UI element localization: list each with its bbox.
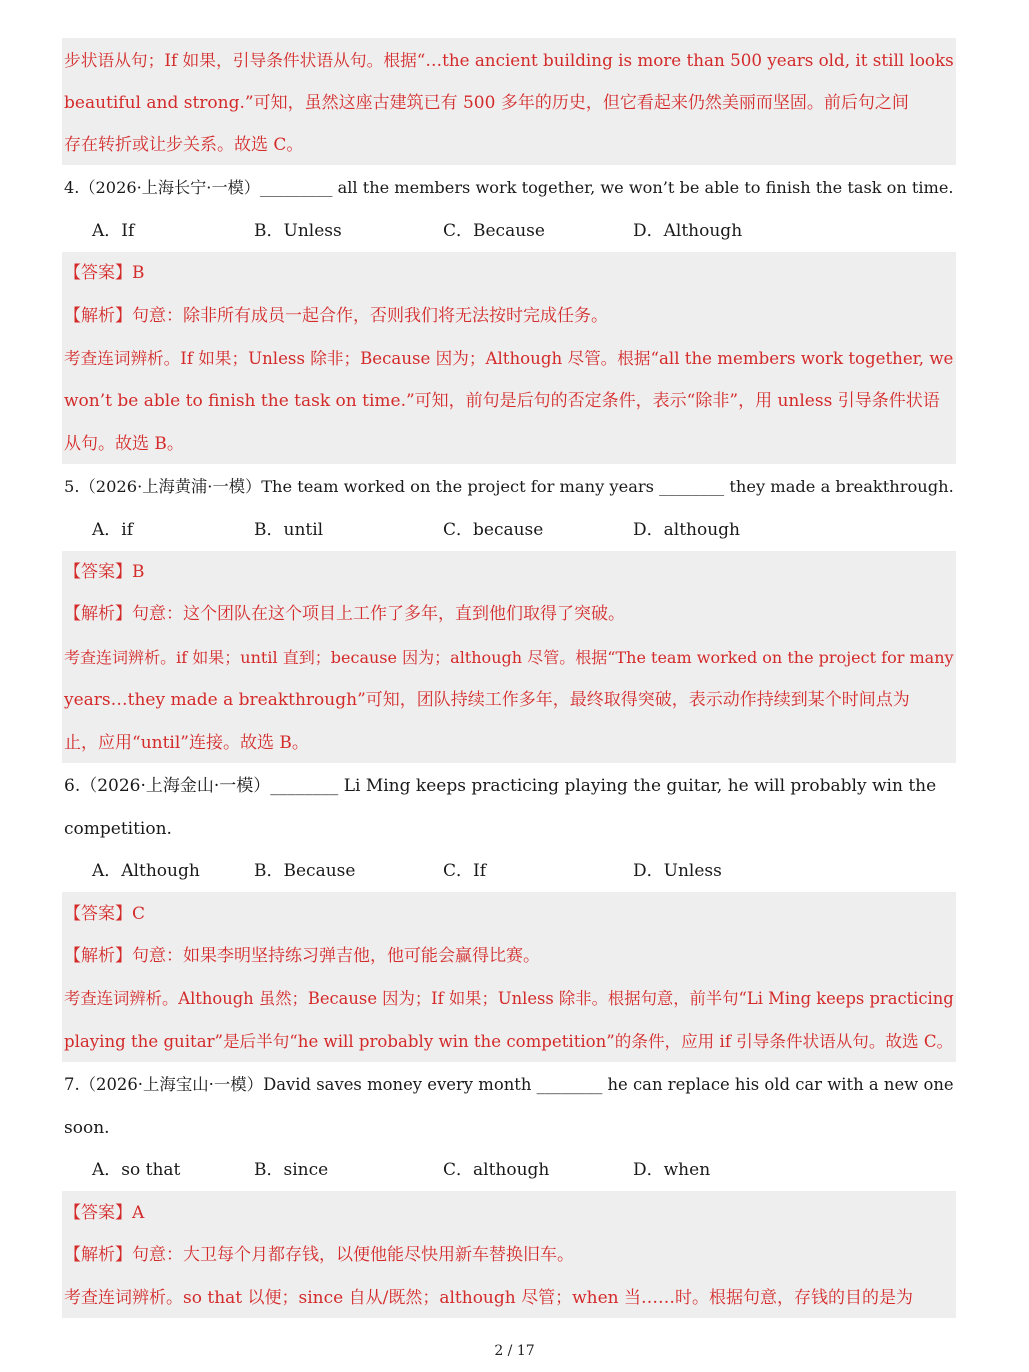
option-a: A．if: [92, 520, 134, 540]
question-stem: 7.（2026·上海宝山·一模）David saves money every month ________ he can replace his old car with a new one: [64, 1075, 954, 1094]
meaning-line: 【解析】句意：如果李明坚持练习弹吉他，他可能会赢得比赛。: [64, 946, 540, 966]
analysis-line: 步状语从句；If 如果，引导条件状语从句。根据“…the ancient building is more than 500 years old, it still looks: [64, 50, 954, 70]
question-stem: soon.: [64, 1118, 110, 1138]
option-b: B．Unless: [254, 221, 342, 241]
analysis-line: 止，应用“until”连接。故选 B。: [64, 733, 309, 753]
option-d: D．when: [633, 1160, 711, 1180]
option-c: C．because: [443, 520, 544, 540]
question-stem: competition.: [64, 819, 172, 839]
option-a: A．If: [92, 221, 135, 241]
option-a: A．so that: [92, 1160, 181, 1180]
analysis-line: 考查连词辨析。Although 虽然；Because 因为；If 如果；Unless 除非。根据句意，前半句“Li Ming keeps practicing: [64, 989, 954, 1008]
analysis-line: 考查连词辨析。so that 以便；since 自从/既然；although 尽管；when 当……时。根据句意，存钱的目的是为: [64, 1288, 914, 1308]
answer-label: 【答案】B: [64, 562, 145, 582]
answer-label: 【答案】B: [64, 263, 145, 283]
option-b: B．Because: [254, 861, 356, 881]
question-stem: 6.（2026·上海金山·一模）________ Li Ming keeps practicing playing the guitar, he will probably win the: [64, 776, 937, 796]
meaning-line: 【解析】句意：大卫每个月都存钱，以便他能尽快用新车替换旧车。: [64, 1245, 574, 1265]
option-b: B．since: [254, 1160, 329, 1180]
analysis-line: beautiful and strong.”可知，虽然这座古建筑已有 500 多年的历史，但它看起来仍然美丽而坚固。前后句之间: [64, 93, 909, 113]
option-a: A．Although: [92, 861, 200, 881]
option-d: D．Unless: [633, 861, 722, 881]
option-c: C．Because: [443, 221, 545, 241]
analysis-line: playing the guitar”是后半句“he will probably win the competition”的条件，应用 if 引导条件状语从句。故选 C。: [64, 1032, 954, 1051]
analysis-line: years…they made a breakthrough”可知，团队持续工作多年，最终取得突破，表示动作持续到某个时间点为: [64, 690, 910, 710]
question-stem: 5.（2026·上海黄浦·一模）The team worked on the project for many years ________ they made a breakthrough.: [64, 477, 954, 496]
option-d: D．although: [633, 520, 740, 540]
question-stem: 4.（2026·上海长宁·一模）_________ all the members work together, we won’t be able to finish the task on time.: [64, 178, 954, 197]
option-b: B．until: [254, 520, 324, 540]
meaning-line: 【解析】句意：这个团队在这个项目上工作了多年，直到他们取得了突破。: [64, 604, 625, 624]
answer-label: 【答案】A: [64, 1203, 145, 1223]
analysis-line: 考查连词辨析。if 如果；until 直到；because 因为；although 尽管。根据“The team worked on the project for many: [64, 648, 954, 667]
answer-label: 【答案】C: [64, 904, 146, 924]
analysis-line: 存在转折或让步关系。故选 C。: [64, 135, 304, 155]
option-d: D．Although: [633, 221, 743, 241]
option-c: C．If: [443, 861, 487, 881]
page-number: 2 / 17: [494, 1343, 535, 1359]
option-c: C．although: [443, 1160, 550, 1180]
analysis-line: won’t be able to finish the task on time.”可知，前句是后句的否定条件，表示“除非”，用 unless 引导条件状语: [64, 391, 940, 411]
meaning-line: 【解析】句意：除非所有成员一起合作，否则我们将无法按时完成任务。: [64, 306, 608, 326]
analysis-line: 从句。故选 B。: [64, 434, 184, 454]
analysis-line: 考查连词辨析。If 如果；Unless 除非；Because 因为；Although 尽管。根据“all the members work together, we: [64, 349, 954, 368]
